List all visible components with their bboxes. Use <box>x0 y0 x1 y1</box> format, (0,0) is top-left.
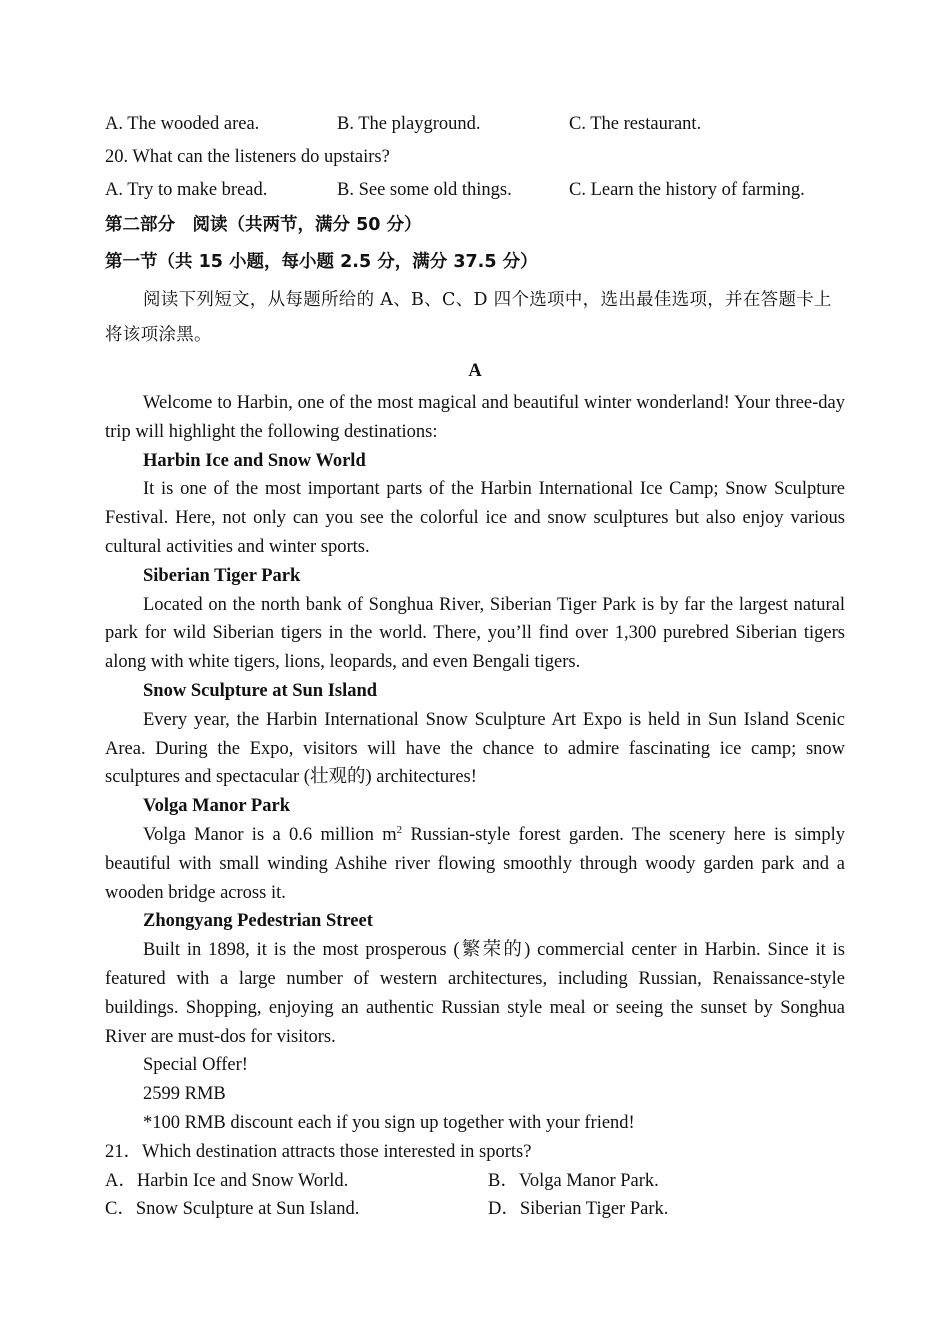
section-heading-zhongyang-street: Zhongyang Pedestrian Street <box>143 911 373 932</box>
section1-heading: 第一节（共 15 小题，每小题 2.5 分，满分 37.5 分） <box>105 252 538 272</box>
passage-intro: Welcome to Harbin, one of the most magical and beautiful winter wonderland! Your three-day trip will highlight the following destinations: <box>105 393 845 442</box>
q19-option-c: C. The restaurant. <box>569 114 702 134</box>
section-heading-sun-island: Snow Sculpture at Sun Island <box>143 680 378 701</box>
section-text-volga-manor <box>105 821 845 907</box>
q21-options-row2 <box>105 1195 845 1224</box>
section-text-sun-island: Every year, the Harbin International Snow Sculpture Art Expo is held in Sun Island Scenic Area. During the Expo, visitors will have the chance to admire fascinating ice camp; snow sculptures and spectacular (壮观的) architectures! <box>105 709 845 788</box>
q19-option-b: B. The playground. <box>337 114 481 134</box>
section-heading-ice-snow-world: Harbin Ice and Snow World <box>143 450 366 471</box>
section-heading-volga-manor: Volga Manor Park <box>143 796 290 817</box>
q20-option-b: B. See some old things. <box>337 180 512 200</box>
offer-price: 2599 RMB <box>143 1084 226 1105</box>
offer-note: *100 RMB discount each if you sign up together with your friend! <box>143 1112 635 1133</box>
volga-superscript: 2 <box>396 823 403 836</box>
section-text-tiger-park: Located on the north bank of Songhua River, Siberian Tiger Park is by far the largest natural park for wild Siberian tigers in the world. There, you’ll find over 1,300 purebred Siberian tigers along with white tigers, lions, leopards, and even Bengali tigers. <box>105 594 845 673</box>
q19-option-a: A. The wooded area. <box>105 114 260 134</box>
exam-page <box>105 108 845 1224</box>
instructions: 阅读下列短文，从每题所给的 A、B、C、D 四个选项中，选出最佳选项，并在答题卡上将该项涂黑。 <box>105 290 832 345</box>
q19-options <box>105 108 845 141</box>
q21-question: 21．Which destination attracts those interested in sports? <box>105 1141 532 1162</box>
q20-options <box>105 174 845 207</box>
q21-option-d: D．Siberian Tiger Park. <box>488 1199 669 1220</box>
volga-text-part1: Volga Manor is a 0.6 million m <box>143 824 397 845</box>
q20-question: 20. What can the listeners do upstairs? <box>105 147 390 167</box>
q21-options-row1 <box>105 1167 845 1196</box>
q21-option-a: A．Harbin Ice and Snow World. <box>105 1170 349 1191</box>
q21-option-b: B．Volga Manor Park. <box>488 1170 659 1191</box>
section-text-ice-snow-world: It is one of the most important parts of the Harbin International Ice Camp; Snow Sculpture Festival. Here, not only can you see the colorful ice and snow sculptures but also enjoy various cultural activities and winter sports. <box>105 479 845 557</box>
q20-option-c: C. Learn the history of farming. <box>569 180 805 200</box>
section-text-zhongyang-street: Built in 1898, it is the most prosperous (繁荣的) commercial center in Harbin. Since it is featured with a large number of western architectures, including Russian, Renaissance-style buildings. Shopping, enjoying an authentic Russian style meal or seeing the sunset by Songhua River are must-dos for visitors. <box>105 940 845 1047</box>
q20-option-a: A. Try to make bread. <box>105 180 268 200</box>
passage-title: A <box>468 361 482 381</box>
section-heading-tiger-park: Siberian Tiger Park <box>143 565 301 586</box>
offer-label: Special Offer! <box>143 1055 248 1076</box>
volga-text-part2: Russian-style forest garden. The scenery here is simply beautiful with small winding Ashihe river flowing smoothly through woody garden park and a wooden bridge across it. <box>105 824 845 903</box>
part2-heading: 第二部分 阅读（共两节，满分 50 分） <box>105 215 422 235</box>
q21-option-c: C．Snow Sculpture at Sun Island. <box>105 1199 360 1220</box>
